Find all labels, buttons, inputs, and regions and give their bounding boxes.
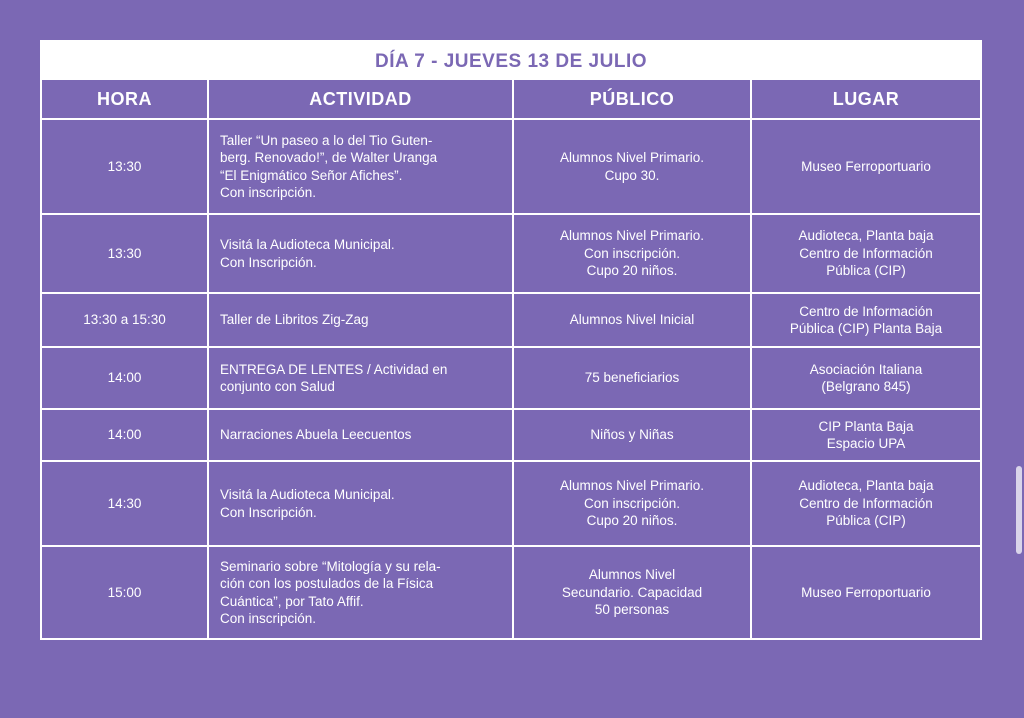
cell-hora: 13:30 [42, 214, 208, 293]
cell-publico: Alumnos Nivel Secundario. Capacidad 50 personas [513, 546, 751, 638]
day-title: DÍA 7 - JUEVES 13 DE JULIO [42, 42, 980, 80]
cell-lugar: Asociación Italiana (Belgrano 845) [751, 347, 980, 409]
cell-hora: 15:00 [42, 546, 208, 638]
cell-hora: 14:00 [42, 347, 208, 409]
header-publico: PÚBLICO [513, 80, 751, 119]
schedule-table [42, 80, 980, 638]
cell-actividad: Visitá la Audioteca Municipal. Con Inscripción. [208, 214, 513, 293]
cell-hora: 14:30 [42, 461, 208, 546]
table-row [42, 409, 980, 461]
table-row [42, 461, 980, 546]
header-hora: HORA [42, 80, 208, 119]
table-row [42, 119, 980, 214]
cell-actividad: ENTREGA DE LENTES / Actividad en conjunto con Salud [208, 347, 513, 409]
cell-lugar: Museo Ferroportuario [751, 119, 980, 214]
cell-actividad: Seminario sobre “Mitología y su rela- ción con los postulados de la Física Cuántica”, por Tato Affif. Con inscripción. [208, 546, 513, 638]
cell-actividad: Taller de Libritos Zig-Zag [208, 293, 513, 347]
cell-actividad: Taller “Un paseo a lo del Tio Guten- berg. Renovado!”, de Walter Uranga “El Enigmático Señor Afiches”. Con inscripción. [208, 119, 513, 214]
cell-hora: 13:30 [42, 119, 208, 214]
table-row [42, 214, 980, 293]
cell-lugar: CIP Planta Baja Espacio UPA [751, 409, 980, 461]
table-row [42, 347, 980, 409]
table-row [42, 546, 980, 638]
cell-publico: Niños y Niñas [513, 409, 751, 461]
cell-publico: Alumnos Nivel Primario. Cupo 30. [513, 119, 751, 214]
scrollbar-thumb[interactable] [1016, 466, 1022, 554]
cell-lugar: Audioteca, Planta baja Centro de Información Pública (CIP) [751, 461, 980, 546]
header-actividad: ACTIVIDAD [208, 80, 513, 119]
cell-hora: 13:30 a 15:30 [42, 293, 208, 347]
header-lugar: LUGAR [751, 80, 980, 119]
cell-publico: Alumnos Nivel Primario. Con inscripción. Cupo 20 niños. [513, 214, 751, 293]
cell-publico: 75 beneficiarios [513, 347, 751, 409]
cell-lugar: Centro de Información Pública (CIP) Planta Baja [751, 293, 980, 347]
cell-hora: 14:00 [42, 409, 208, 461]
schedule-table-container [40, 40, 982, 640]
header-row [42, 80, 980, 119]
cell-lugar: Museo Ferroportuario [751, 546, 980, 638]
cell-publico: Alumnos Nivel Inicial [513, 293, 751, 347]
table-row [42, 293, 980, 347]
cell-actividad: Visitá la Audioteca Municipal. Con Inscripción. [208, 461, 513, 546]
cell-publico: Alumnos Nivel Primario. Con inscripción. Cupo 20 niños. [513, 461, 751, 546]
cell-actividad: Narraciones Abuela Leecuentos [208, 409, 513, 461]
cell-lugar: Audioteca, Planta baja Centro de Información Pública (CIP) [751, 214, 980, 293]
